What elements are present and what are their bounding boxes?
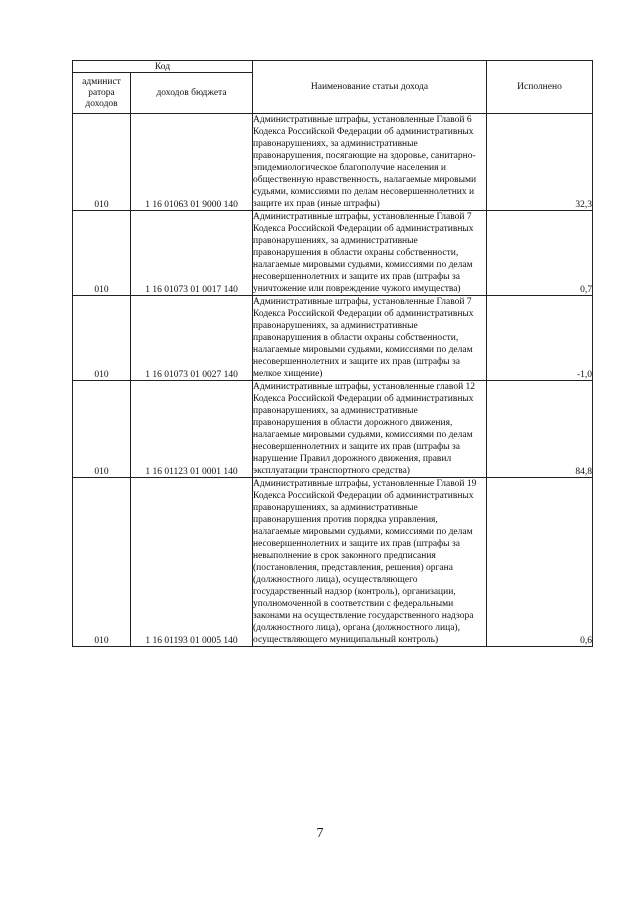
executed-value-cell: 0,6 [487,478,593,647]
revenue-name-cell: Административные штрафы, установленные Главой 6 Кодекса Российской Федерации об административных правонарушениях, за административные правонарушения, посягающие на здоровье, санитарно-эпидемиологическое благополучие населения и общественную нравственность, налагаемые мировыми судьями, комиссиями по делам несовершеннолетних и защите их прав (иные штрафы) [253,114,487,211]
table-row [73,296,593,381]
code-group-header: Код [73,61,253,73]
table-body [73,114,593,647]
executed-value-cell: 32,3 [487,114,593,211]
budget-code-cell: 1 16 01073 01 0027 140 [131,296,253,381]
done-column-header: Исполнено [487,61,593,114]
admin-code-cell: 010 [73,114,131,211]
header-row-top [73,61,593,73]
budget-column-header: доходов бюджета [131,73,253,114]
table-row [73,211,593,296]
revenue-name-cell: Административные штрафы, установленные Главой 19 Кодекса Российской Федерации об административных правонарушениях, за административные правонарушения против порядка управления, налагаемые мировыми судьями, комиссиями по делам несовершеннолетних и защите их прав (штрафы за невыполнение в срок законного предписания (постановления, представления, решения) органа (должностного лица), осуществляющего государственный надзор (контроль), организации, уполномоченной в соответствии с федеральными законами на осуществление государственного надзора (должностного лица), органа (должностного лица), осуществляющего муниципальный контроль) [253,478,487,647]
admin-code-cell: 010 [73,296,131,381]
executed-value-cell: 84,8 [487,381,593,478]
revenue-name-cell: Административные штрафы, установленные главой 12 Кодекса Российской Федерации об административных правонарушениях, за административные правонарушения в области дорожного движения, налагаемые мировыми судьями, комиссиями по делам несовершеннолетних и защите их прав (штрафы за нарушение Правил дорожного движения, правил эксплуатации транспортного средства) [253,381,487,478]
revenue-name-cell: Административные штрафы, установленные Главой 7 Кодекса Российской Федерации об административных правонарушениях, за административные правонарушения в области охраны собственности, налагаемые мировыми судьями, комиссиями по делам несовершеннолетних и защите их прав (штрафы за уничтожение или повреждение чужого имущества) [253,211,487,296]
revenue-name-cell: Административные штрафы, установленные Главой 7 Кодекса Российской Федерации об административных правонарушениях, за административные правонарушения в области охраны собственности, налагаемые мировыми судьями, комиссиями по делам несовершеннолетних и защите их прав (штрафы за мелкое хищение) [253,296,487,381]
table-row [73,114,593,211]
name-column-header: Наименование статьи дохода [253,61,487,114]
budget-code-cell: 1 16 01063 01 9000 140 [131,114,253,211]
page-number: 7 [316,826,324,841]
executed-value-cell: -1,0 [487,296,593,381]
admin-code-cell: 010 [73,381,131,478]
budget-code-cell: 1 16 01123 01 0001 140 [131,381,253,478]
revenue-table [72,60,593,647]
executed-value-cell: 0,7 [487,211,593,296]
budget-code-cell: 1 16 01073 01 0017 140 [131,211,253,296]
table-row [73,478,593,647]
table-row [73,381,593,478]
admin-code-cell: 010 [73,478,131,647]
budget-code-cell: 1 16 01193 01 0005 140 [131,478,253,647]
admin-code-cell: 010 [73,211,131,296]
admin-column-header: админист ратора доходов [73,73,131,114]
